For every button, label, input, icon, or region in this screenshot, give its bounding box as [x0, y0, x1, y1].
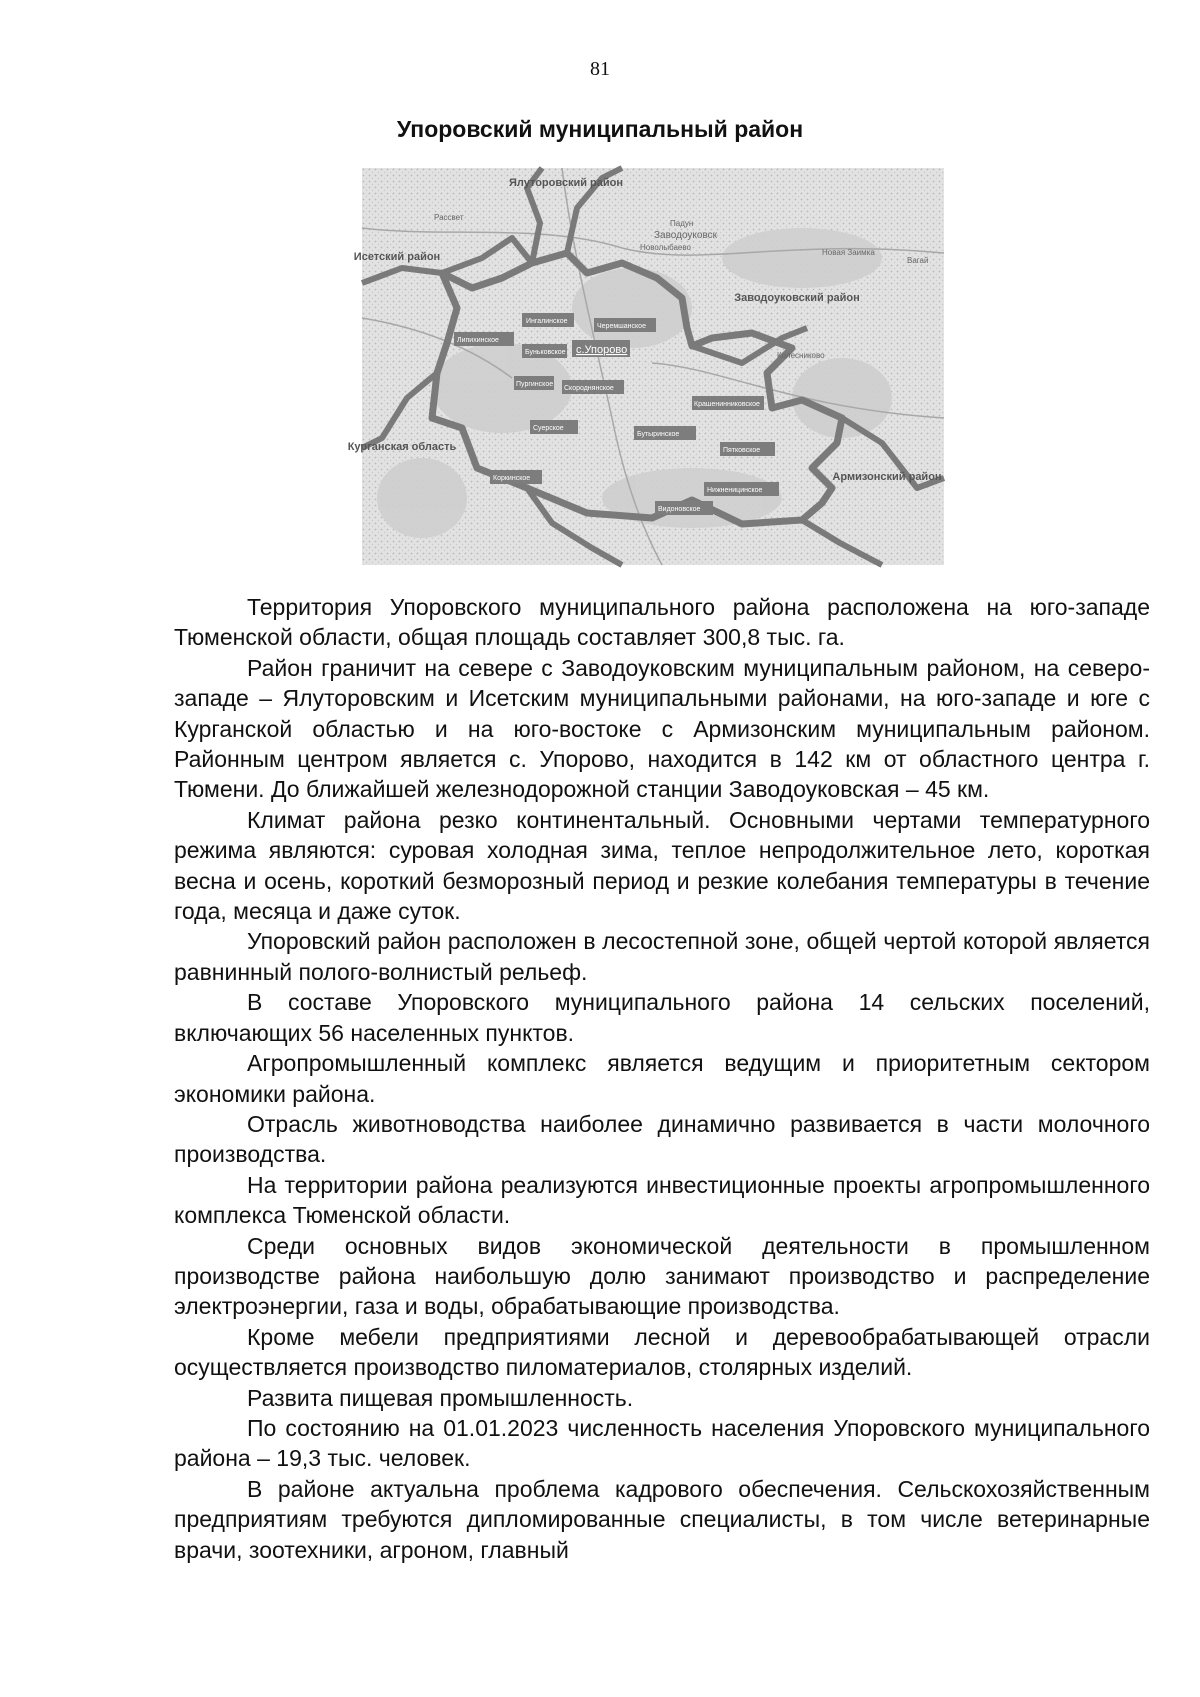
settlement-label: Пятковское: [723, 447, 761, 454]
map-label-armizonsky: Армизонский район: [832, 471, 942, 483]
paragraph: Климат района резко континентальный. Основными чертами температурного режима являются: суровая холодная зима, теплое непродолжительное лето, короткая весна и осень, короткий безморозный период и резкие колебания температуры в течение года, месяца и даже суток.: [174, 806, 1150, 925]
paragraph: В составе Упоровского муниципального района 14 сельских поселений, включающих 56 населенных пунктов.: [174, 989, 1150, 1046]
paragraph: Кроме мебели предприятиями лесной и деревообрабатывающей отрасли осуществляется производство пиломатериалов, столярных изделий.: [174, 1323, 1150, 1381]
place-label: Вагай: [907, 256, 929, 265]
paragraph: Агропромышленный комплекс является ведущим и приоритетным сектором экономики района.: [174, 1050, 1150, 1107]
page-number: 81: [590, 58, 610, 80]
settlement-label: Видоновское: [658, 506, 701, 513]
settlement-label: Нижненицинское: [707, 487, 763, 494]
paragraph: На территории района реализуются инвестиционные проекты агропромышленного комплекса Тюменской области.: [174, 1171, 1150, 1229]
center-label: с.Упорово: [576, 344, 628, 356]
paragraph: Развита пищевая промышленность.: [247, 1384, 634, 1411]
place-label: Падун: [670, 219, 694, 228]
paragraph: Среди основных видов экономической деятельности в промышленном производстве района наибольшую долю занимают производство и распределение электроэнергии, газа и воды, обрабатывающие производства.: [174, 1232, 1150, 1320]
map-label-yalutorovsky: Ялуторовский район: [508, 177, 624, 189]
paragraph: По состоянию на 01.01.2023 численность населения Упоровского муниципального района – 19,3 тыс. человек.: [174, 1414, 1150, 1472]
place-label: Новая Заимка: [822, 248, 875, 257]
settlement-label: Ингалинское: [526, 318, 568, 325]
map-label-kurgan: Курганская область: [347, 441, 457, 453]
district-map: [347, 168, 944, 565]
settlement-label: Буньковское: [525, 349, 566, 356]
settlement-label: Бутыринское: [637, 431, 680, 438]
body-text: [174, 592, 1150, 1565]
paragraph: В районе актуальна проблема кадрового обеспечения. Сельскохозяйственным предприятиям требуются дипломированные специалисты, в том числе ветеринарные врачи, зоотехники, агроном, главный: [174, 1475, 1150, 1563]
place-label: Рассвет: [434, 213, 464, 222]
settlement-label: Пургинское: [516, 381, 554, 388]
paragraph: Отрасль животноводства наиболее динамично развивается в части молочного производства.: [174, 1110, 1150, 1168]
paragraph: Территория Упоровского муниципального района расположена на юго-западе Тюменской области, общая площадь составляет 300,8 тыс. га.: [174, 594, 1150, 651]
settlement-label: Черемшанское: [597, 323, 646, 330]
paragraph: Район граничит на севере с Заводоуковским муниципальным районом, на северо-западе – Ялуторовским и Исетским муниципальными районами, на юго-западе и юге с Курганской областью и на юго-востоке с Армизонским муниципальным районом. Районным центром является с. Упорово, находится в 142 км от областного центра г. Тюмени. До ближайшей железнодорожной станции Заводоуковская – 45 км.: [174, 654, 1150, 803]
page-title: Упоровский муниципальный район: [396, 116, 804, 142]
paragraph: Упоровский район расположен в лесостепной зоне, общей чертой которой является равнинный полого-волнистый рельеф.: [174, 928, 1150, 985]
map-label-zavodoukovsky: Заводоуковский район: [734, 292, 860, 304]
settlement-label: Крашенинниковское: [694, 401, 760, 408]
place-label: Колесниково: [777, 351, 825, 360]
place-label: Новолыбаево: [640, 243, 691, 252]
map-label-zavodoukovsk: Заводоуковск: [654, 230, 718, 241]
settlement-label: Липихинское: [457, 337, 499, 344]
settlement-label: Скороднянское: [564, 385, 614, 392]
settlement-label: Коркинское: [493, 475, 531, 482]
settlement-label: Суерское: [533, 425, 564, 432]
map-label-isetsky: Исетский район: [353, 251, 441, 263]
